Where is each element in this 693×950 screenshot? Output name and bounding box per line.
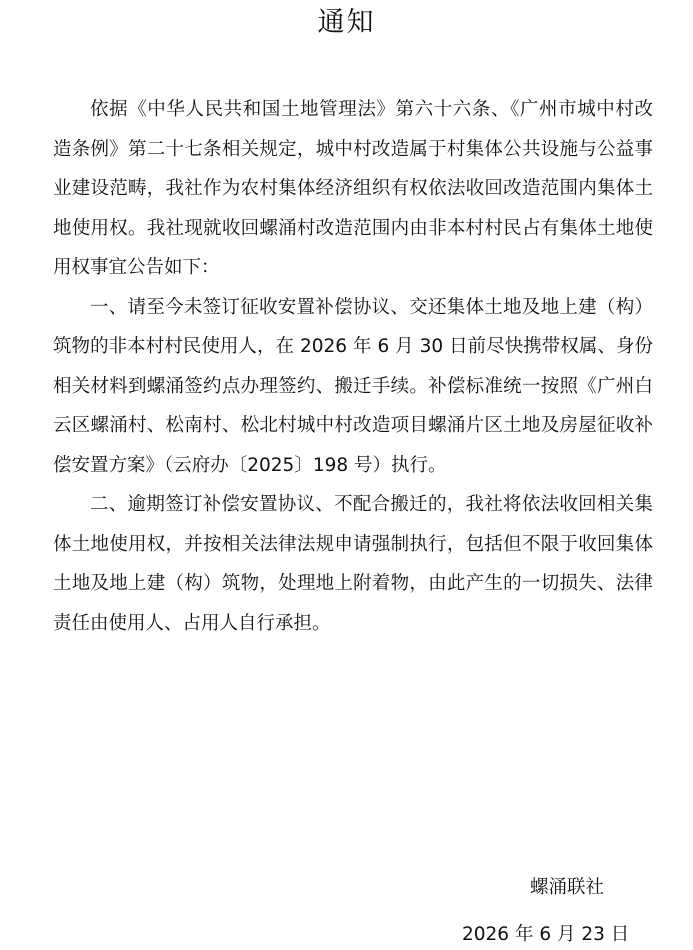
notice-title: 通知 [317, 7, 376, 38]
paragraph-item-1: 一、请至今未签订征收安置补偿协议、交还集体土地及地上建（构）筑物的非本村村民使用人，在 2026 年 6 月 30 日前尽快携带权属、身份相关材料到螺涌签约点办理签约、搬迁手续。补偿标准统一按照《广州白云区螺涌村、松南村、松北村城中村改造项目螺涌片区土地及房屋征收补偿安置方案》（云府办〔2025〕198 号）执行。 [53, 296, 653, 476]
signature-organization: 螺涌联社 [530, 877, 605, 898]
notice-body [53, 90, 653, 643]
paragraph-item-2: 二、逾期签订补偿安置协议、不配合搬迁的，我社将依法收回相关集体土地使用权，并按相关法律法规申请强制执行，包括但不限于收回集体土地及地上建（构）筑物，处理地上附着物，由此产生的一切损失、法律责任由使用人、占用人自行承担。 [53, 494, 653, 634]
signature-date: 2026 年 6 月 23 日 [462, 924, 630, 945]
paragraph-intro: 依据《中华人民共和国土地管理法》第六十六条、《广州市城中村改造条例》第二十七条相关规定，城中村改造属于村集体公共设施与公益事业建设范畴，我社作为农村集体经济组织有权依法收回改造范围内集体土地使用权。我社现就收回螺涌村改造范围内由非本村村民占有集体土地使用权事宜公告如下： [53, 99, 653, 278]
